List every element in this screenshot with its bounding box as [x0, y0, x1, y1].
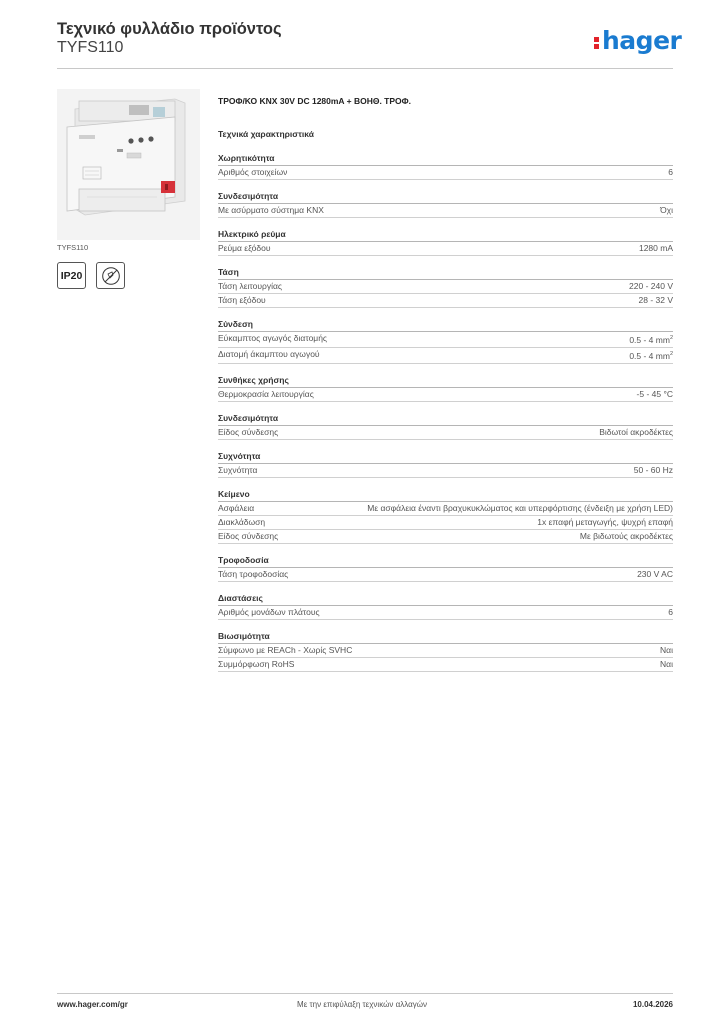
spec-section	[218, 631, 673, 672]
spec-row	[218, 388, 673, 402]
spec-value-text: 230 V AC	[637, 568, 673, 579]
spec-sections	[218, 153, 673, 672]
spec-value	[629, 349, 673, 362]
spec-panel	[218, 96, 673, 672]
spec-label: Συμμόρφωση RoHS	[218, 658, 295, 669]
spec-row	[218, 502, 673, 516]
spec-label: Θερμοκρασία λειτουργίας	[218, 388, 314, 399]
spec-row	[218, 332, 673, 348]
spec-value	[668, 167, 673, 178]
spec-row	[218, 166, 673, 180]
spec-row	[218, 348, 673, 364]
spec-label: Είδος σύνδεσης	[218, 530, 279, 541]
spec-row	[218, 242, 673, 256]
spec-value-text: Βιδωτοί ακροδέκτες	[599, 426, 673, 437]
footer-divider	[57, 993, 673, 994]
spec-row	[218, 516, 673, 530]
spec-section	[218, 555, 673, 582]
spec-value-text: 50 - 60 Hz	[633, 464, 673, 475]
spec-value-text: 1280 mA	[638, 243, 673, 253]
spec-label: Ρεύμα εξόδου	[218, 243, 271, 253]
spec-row	[218, 464, 673, 478]
spec-value	[660, 645, 673, 656]
spec-section	[218, 319, 673, 364]
spec-label: Με ασύρματο σύστημα KNX	[218, 205, 324, 215]
spec-value	[639, 243, 673, 254]
section-heading: Διαστάσεις	[218, 593, 673, 606]
spec-row	[218, 280, 673, 294]
hager-logo[interactable]	[594, 26, 681, 55]
footer-url[interactable]: www.hager.com/gr	[57, 1000, 128, 1009]
spec-value-text: 0.5 - 4 mm	[629, 334, 670, 345]
spec-value	[660, 205, 673, 216]
header-divider	[57, 68, 673, 69]
section-heading: Κείμενο	[218, 489, 673, 502]
spec-section	[218, 375, 673, 402]
spec-row	[218, 568, 673, 582]
footer-date: 10.04.2026	[632, 1000, 673, 1009]
spec-row	[218, 426, 673, 440]
image-caption: TYFS110	[57, 243, 89, 252]
spec-value	[639, 295, 674, 306]
spec-label: Διακλάδωση	[218, 516, 266, 527]
section-heading: Ηλεκτρικό ρεύμα	[218, 229, 673, 242]
spec-section	[218, 191, 673, 218]
no-screwdriver-icon	[96, 262, 125, 289]
spec-label: Τάση εξόδου	[218, 295, 266, 305]
spec-value	[637, 389, 673, 400]
spec-row	[218, 294, 673, 308]
spec-value-text: 220 - 240 V	[629, 281, 673, 291]
spec-value-superscript: 2	[669, 350, 673, 357]
section-heading: Συνδεσιμότητα	[218, 413, 673, 426]
spec-section	[218, 593, 673, 620]
section-heading: Τροφοδοσία	[218, 555, 673, 568]
spec-label: Διατομή άκαμπτου αγωγού	[218, 348, 320, 359]
spec-value	[637, 569, 673, 580]
spec-label: Ασφάλεια	[218, 502, 255, 513]
spec-value-text: 0.5 - 4 mm	[629, 350, 670, 361]
section-heading: Συχνότητα	[218, 451, 673, 464]
spec-value-text: Ναι	[660, 658, 673, 669]
logo-dots-icon	[594, 34, 601, 50]
logo-text: hager	[602, 26, 682, 55]
spec-label: Αριθμός στοιχείων	[218, 167, 288, 177]
product-code: TYFS110	[57, 39, 124, 56]
knx-power-supply-icon	[57, 89, 200, 240]
tech-specs-heading: Τεχνικά χαρακτηριστικά	[218, 129, 314, 139]
spec-value	[599, 427, 673, 438]
section-heading: Βιωσιμότητα	[218, 631, 673, 644]
ip-rating-badge: IP20	[57, 262, 86, 289]
spec-label: Συχνότητα	[218, 464, 258, 475]
spec-value-text: 28 - 32 V	[638, 295, 673, 305]
section-heading: Σύνδεση	[218, 319, 673, 332]
spec-section	[218, 267, 673, 308]
product-title: ΤΡΟΦ/ΚΟ KNX 30V DC 1280mA + ΒΟΗΘ. ΤΡΟΦ.	[218, 96, 411, 106]
spec-section	[218, 451, 673, 478]
spec-value	[660, 659, 673, 670]
spec-row	[218, 658, 673, 672]
spec-label: Είδος σύνδεσης	[218, 426, 279, 437]
spec-value-text: Όχι	[660, 205, 673, 215]
spec-label: Τάση τροφοδοσίας	[218, 568, 289, 579]
spec-value	[668, 607, 673, 618]
spec-label: Σύμφωνο με REACh - Χωρίς SVHC	[218, 644, 353, 655]
section-heading: Συνθήκες χρήσης	[218, 375, 673, 388]
spec-section	[218, 489, 673, 544]
spec-value-text: -5 - 45 °C	[636, 388, 673, 399]
spec-value-text: Ναι	[660, 644, 673, 655]
section-heading: Τάση	[218, 267, 673, 280]
spec-value-text: 6	[668, 167, 673, 177]
spec-value-text: 1x επαφή μεταγωγής, ψυχρή επαφή	[537, 516, 673, 527]
spec-value	[580, 531, 673, 542]
spec-row	[218, 204, 673, 218]
spec-label: Αριθμός μονάδων πλάτους	[218, 606, 320, 617]
spec-value-text: 6	[668, 606, 673, 617]
spec-row	[218, 530, 673, 544]
spec-value-text: Με ασφάλεια έναντι βραχυκυκλώματος και υπερφόρτισης (ένδειξη με χρήση LED)	[367, 502, 673, 513]
spec-value	[634, 465, 673, 476]
section-heading: Συνδεσιμότητα	[218, 191, 673, 204]
spec-label: Τάση λειτουργίας	[218, 281, 283, 291]
spec-label: Εύκαμπτος αγωγός διατομής	[218, 333, 328, 343]
spec-section	[218, 229, 673, 256]
product-image	[57, 89, 200, 240]
spec-value	[367, 503, 673, 514]
spec-value-text: Με βιδωτούς ακροδέκτες	[579, 530, 673, 541]
section-heading: Χωρητικότητα	[218, 153, 673, 166]
spec-value	[629, 333, 673, 346]
spec-row	[218, 606, 673, 620]
spec-section	[218, 153, 673, 180]
spec-value-superscript: 2	[669, 335, 673, 341]
document-title: Τεχνικό φυλλάδιο προϊόντος	[57, 20, 282, 38]
spec-row	[218, 644, 673, 658]
footer-note: Με την επιφύλαξη τεχνικών αλλαγών	[297, 1000, 427, 1009]
spec-section	[218, 413, 673, 440]
spec-value	[537, 517, 673, 528]
spec-value	[629, 281, 673, 292]
